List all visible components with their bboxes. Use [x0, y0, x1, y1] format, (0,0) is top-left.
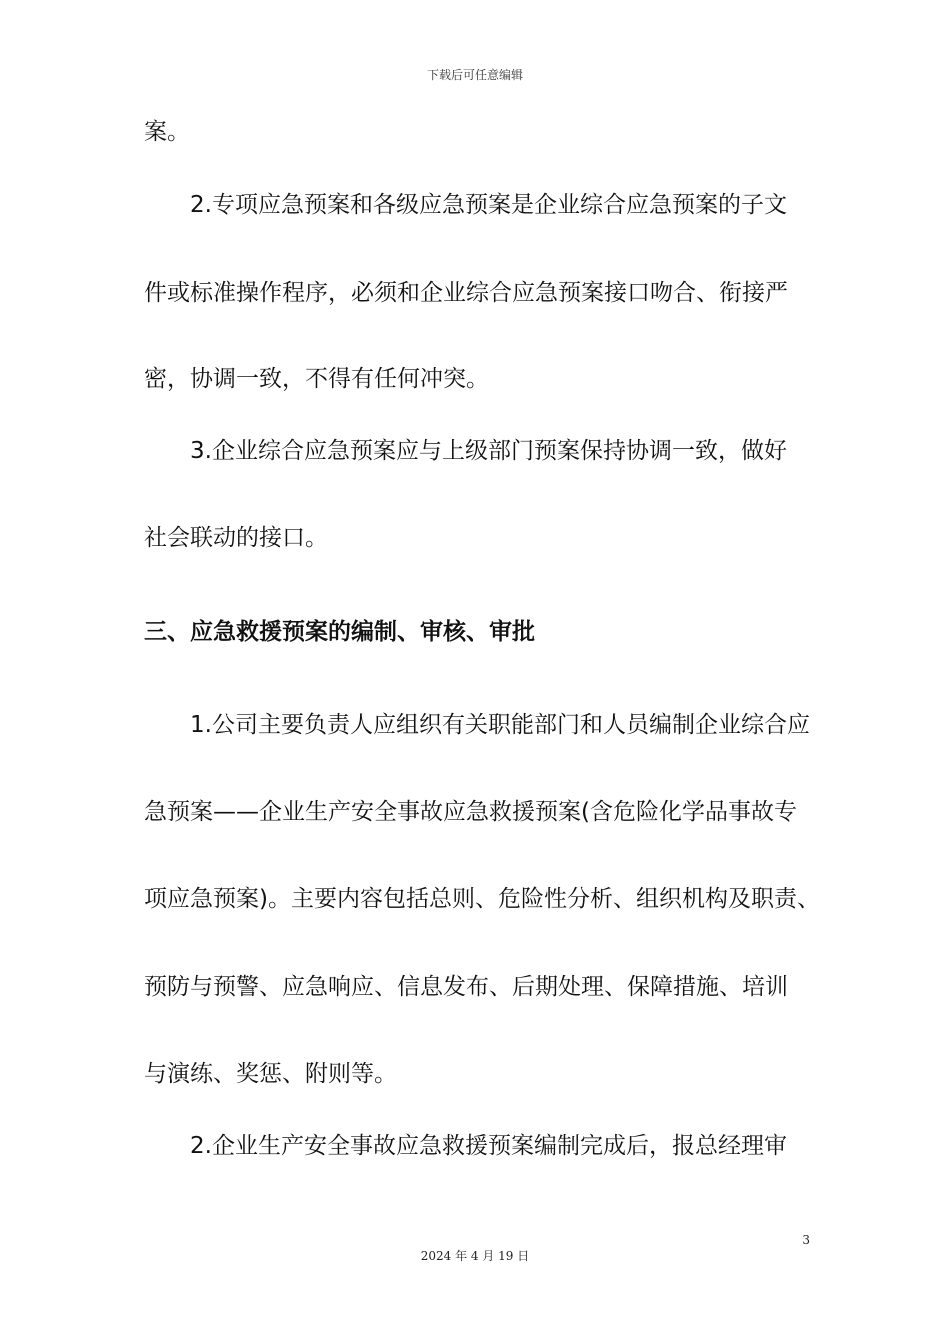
paragraph-line: 3.企业综合应急预案应与上级部门预案保持协调一致，做好	[190, 438, 787, 464]
paragraph-line: 密，协调一致，不得有任何冲突。	[144, 366, 489, 392]
page-number: 3	[802, 1233, 810, 1247]
paragraph-line: 2.专项应急预案和各级应急预案是企业综合应急预案的子文	[190, 192, 787, 218]
paragraph-line: 2.企业生产安全事故应急救援预案编制完成后，报总经理审	[190, 1133, 787, 1159]
paragraph-line: 案。	[144, 119, 190, 145]
paragraph-line: 社会联动的接口。	[144, 525, 328, 551]
paragraph-line: 1.公司主要负责人应组织有关职能部门和人员编制企业综合应	[190, 712, 810, 738]
paragraph-line: 件或标准操作程序，必须和企业综合应急预案接口吻合、衔接严	[144, 280, 788, 306]
footer-date: 2024 年 4 月 19 日	[420, 1249, 530, 1263]
paragraph-line: 与演练、奖惩、附则等。	[144, 1061, 397, 1087]
paragraph-line: 预防与预警、应急响应、信息发布、后期处理、保障措施、培训	[144, 974, 788, 1000]
section-heading: 三、应急救援预案的编制、审核、审批	[144, 619, 535, 645]
paragraph-line: 急预案——企业生产安全事故应急救援预案(含危险化学品事故专	[144, 799, 797, 825]
paragraph-line: 项应急预案)。主要内容包括总则、危险性分析、组织机构及职责、	[144, 886, 820, 912]
page-header: 下载后可任意编辑	[426, 68, 523, 82]
